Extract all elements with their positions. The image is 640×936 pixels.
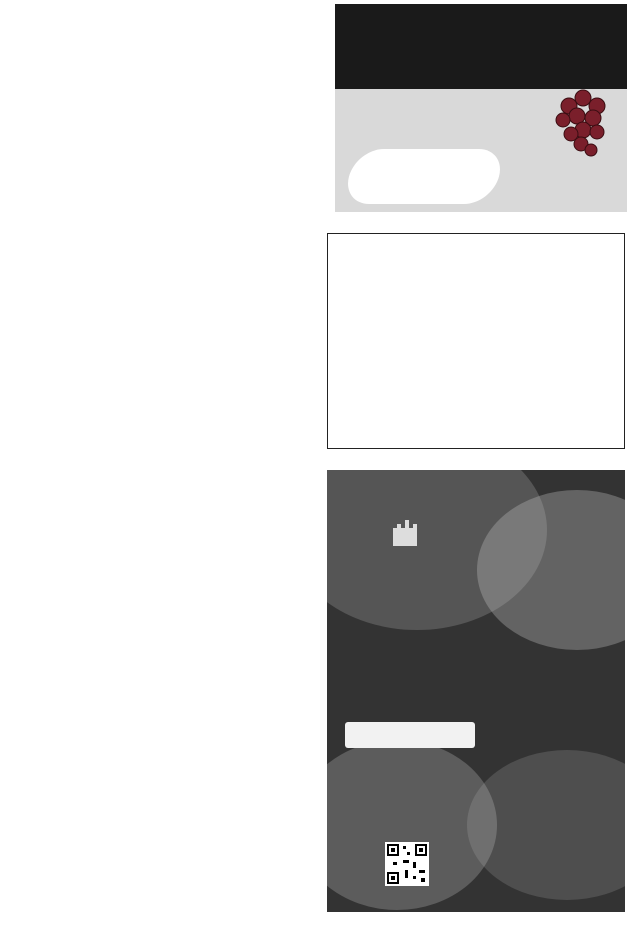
splash-decor <box>467 750 625 900</box>
grapes-icon <box>543 84 623 164</box>
qr-code-icon <box>385 842 429 886</box>
ad-liebenstein <box>327 233 625 449</box>
kugelmuehle-logo <box>345 722 475 748</box>
kug-restaurant <box>345 722 475 724</box>
mbt-logo-shape <box>342 149 507 204</box>
ad-mbt-brautechnik <box>335 4 627 212</box>
ad-wine-tasting <box>327 470 625 912</box>
castle-icon <box>391 518 419 548</box>
left-column <box>10 0 315 8</box>
